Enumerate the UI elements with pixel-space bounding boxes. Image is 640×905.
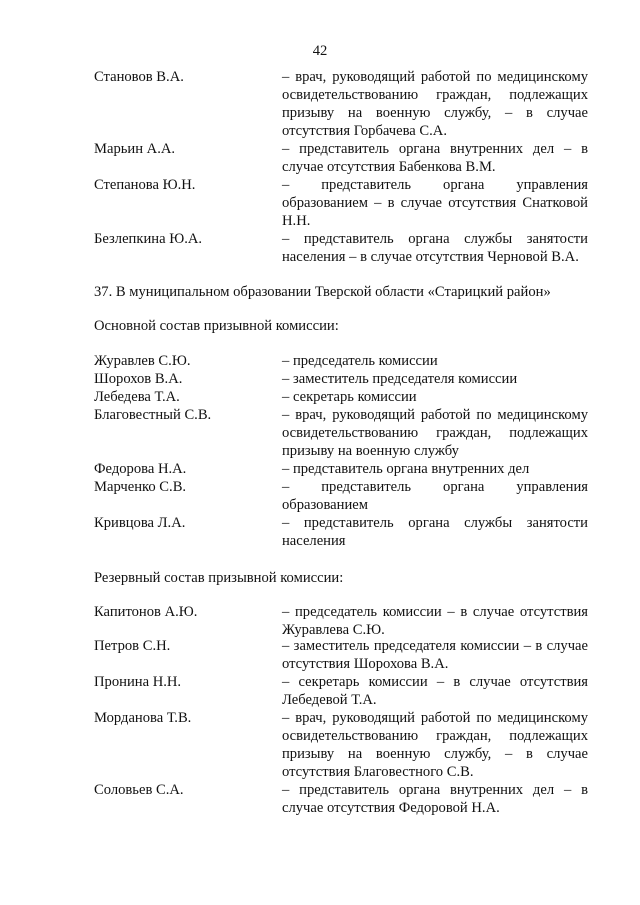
member-name: Журавлев С.Ю. [94, 353, 191, 369]
member-name: Благовестный С.В. [94, 407, 212, 423]
member-role: – представитель органа внутренних дел [282, 461, 530, 477]
member-name: Федорова Н.А. [94, 461, 187, 477]
member-role: – представитель органа управления образованием – в случае отсутствия Снатковой Н.Н. [282, 177, 588, 229]
page-number: 42 [312, 43, 328, 59]
member-name: Пронина Н.Н. [94, 674, 182, 690]
member-name: Шорохов В.А. [94, 371, 183, 387]
main-composition-heading: Основной состав призывной комиссии: [94, 318, 339, 334]
member-role: – заместитель председателя комиссии [282, 371, 518, 387]
member-name: Безлепкина Ю.А. [94, 231, 203, 247]
member-name: Кривцова Л.А. [94, 515, 186, 531]
reserve-composition-heading: Резервный состав призывной комиссии: [94, 570, 344, 586]
member-role: – секретарь комиссии – в случае отсутствия Лебедевой Т.А. [282, 674, 588, 708]
member-role: – представитель органа службы занятости населения [282, 515, 588, 549]
member-name: Петров С.Н. [94, 638, 171, 654]
member-name: Степанова Ю.Н. [94, 177, 196, 193]
member-name: Капитонов А.Ю. [94, 604, 198, 620]
member-role: – врач, руководящий работой по медицинскому освидетельствованию граждан, подлежащих призыву на военную службу, – в случае отсутствия Горбачева С.А. [282, 69, 588, 139]
member-role: – врач, руководящий работой по медицинскому освидетельствованию граждан, подлежащих призыву на военную службу [282, 407, 588, 459]
member-role: – представитель органа внутренних дел – в случае отсутствия Федоровой Н.А. [282, 782, 588, 816]
member-role: – представитель органа внутренних дел – в случае отсутствия Бабенкова В.М. [282, 141, 588, 175]
member-name: Марченко С.В. [94, 479, 187, 495]
member-role: – председатель комиссии – в случае отсутствия Журавлева С.Ю. [282, 604, 588, 638]
member-role: – заместитель председателя комиссии – в случае отсутствия Шорохова В.А. [282, 638, 588, 672]
member-role: – председатель комиссии [282, 353, 438, 369]
member-name: Морданова Т.В. [94, 710, 192, 726]
member-name: Соловьев С.А. [94, 782, 184, 798]
member-name: Марьин А.А. [94, 141, 176, 157]
member-name: Лебедева Т.А. [94, 389, 180, 405]
member-role: – представитель органа управления образованием [282, 479, 588, 513]
member-name: Становов В.А. [94, 69, 184, 85]
section-heading: 37. В муниципальном образовании Тверской области «Старицкий район» [94, 284, 551, 300]
member-role: – секретарь комиссии [282, 389, 417, 405]
member-role: – врач, руководящий работой по медицинскому освидетельствованию граждан, подлежащих призыву на военную службу, – в случае отсутствия Благовестного С.В. [282, 710, 588, 780]
member-role: – представитель органа службы занятости населения – в случае отсутствия Черновой В.А. [282, 231, 588, 265]
